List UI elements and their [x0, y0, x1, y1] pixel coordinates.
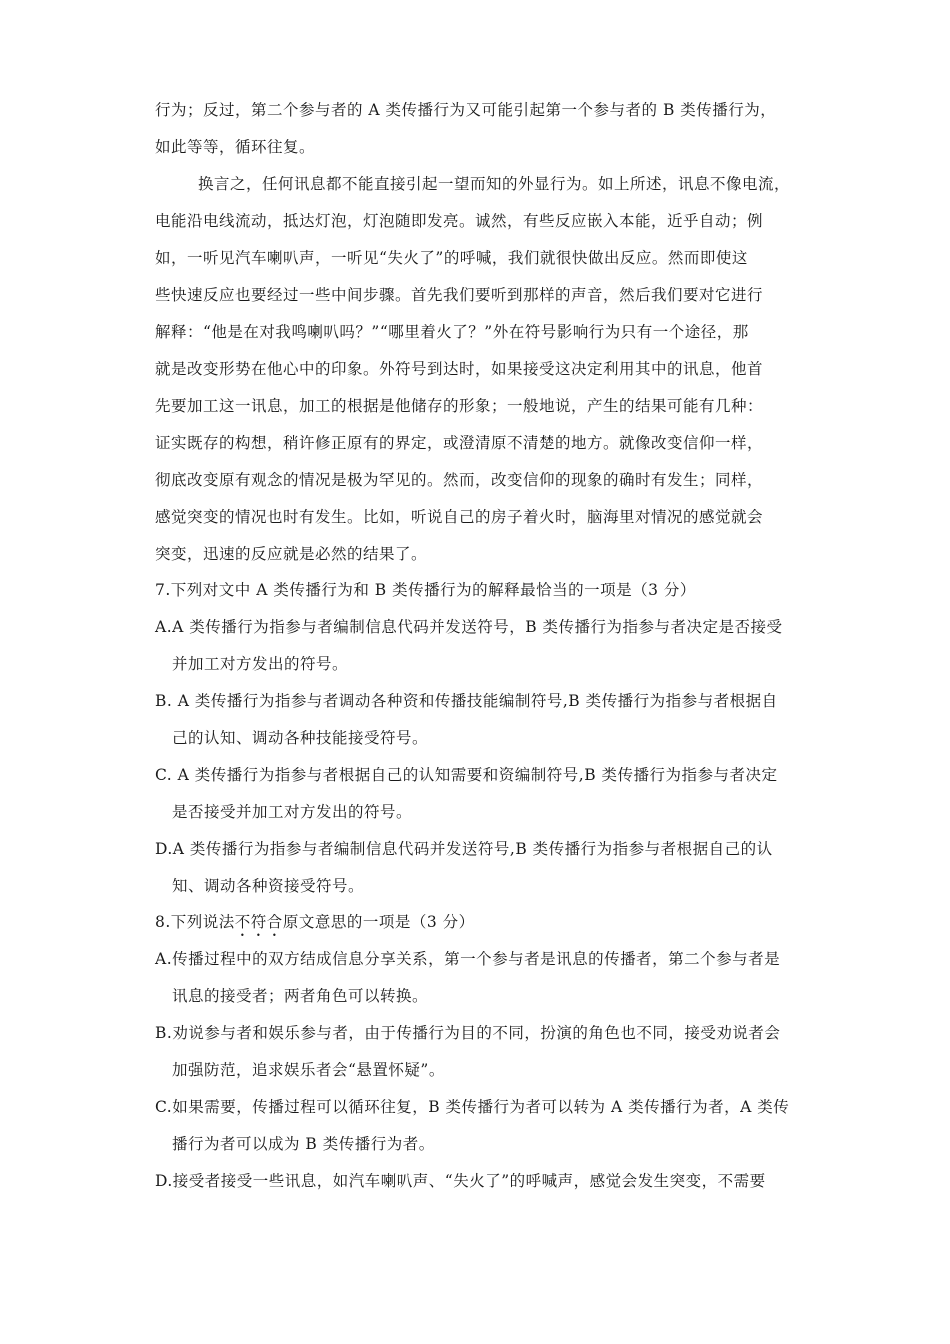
question-8-option-b-cont: 加强防范，追求娱乐者会“悬置怀疑”。 [172, 1061, 445, 1079]
question-7-option-b: B. A 类传播行为指参与者调动各种资和传播技能编制符号,B 类传播行为指参与者根据自 [155, 692, 778, 710]
passage-line: 解释：“他是在对我鸣喇叭吗？”“哪里着火了？”外在符号影响行为只有一个途径，那 [155, 323, 749, 341]
passage-line: 行为；反过，第二个参与者的 A 类传播行为又可能引起第一个参与者的 B 类传播行为， [155, 101, 777, 119]
question-7-option-c-cont: 是否接受并加工对方发出的符号。 [172, 803, 413, 821]
question-7-option-b-cont: 己的认知、调动各种技能接受符号。 [172, 729, 429, 747]
passage-line: 证实既存的构想，稍许修正原有的界定，或澄清原不清楚的地方。就像改变信仰一样， [155, 434, 764, 452]
question-7-option-a-cont: 并加工对方发出的符号。 [172, 655, 349, 673]
question-7-option-c: C. A 类传播行为指参与者根据自己的认知需要和资编制符号,B 类传播行为指参与者决定 [155, 766, 778, 784]
question-7-option-a: A.A 类传播行为指参与者编制信息代码并发送符号，B 类传播行为指参与者决定是否接受 [155, 618, 783, 636]
passage-line: 先要加工这一讯息，加工的根据是他储存的形象；一般地说，产生的结果可能有几种： [155, 397, 764, 415]
passage-line: 感觉突变的情况也时有发生。比如，听说自己的房子着火时，脑海里对情况的感觉就会 [155, 508, 764, 526]
question-8-stem [155, 912, 475, 940]
passage-line: 就是改变形势在他心中的印象。外符号到达时，如果接受这决定利用其中的讯息，他首 [155, 360, 764, 378]
question-8-option-a-cont: 讯息的接受者；两者角色可以转换。 [172, 987, 429, 1005]
question-8-option-c-cont: 播行为者可以成为 B 类传播行为者。 [172, 1135, 435, 1153]
question-8-option-d: D.接受者接受一些讯息，如汽车喇叭声、“失火了”的呼喊声，感觉会发生突变，不需要 [155, 1172, 766, 1190]
passage-paragraph-start: 换言之，任何讯息都不能直接引起一望而知的外显行为。如上所述，讯息不像电流， [198, 175, 791, 193]
question-8-option-c: C.如果需要，传播过程可以循环往复，B 类传播行为者可以转为 A 类传播行为者，A 类传 [155, 1098, 790, 1116]
question-8-stem-post: 原文意思的一项是（3 分） [282, 913, 475, 931]
passage-line: 电能沿电线流动，抵达灯泡，灯泡随即发亮。诚然，有些反应嵌入本能，近乎自动；例 [155, 212, 764, 230]
question-8-stem-pre: 8.下列说法 [155, 913, 235, 931]
passage-line: 如，一听见汽车喇叭声，一听见“失火了”的呼喊，我们就很快做出反应。然而即使这 [155, 249, 748, 267]
passage-line: 突变，迅速的反应就是必然的结果了。 [155, 545, 428, 563]
question-7-option-d: D.A 类传播行为指参与者编制信息代码并发送符号,B 类传播行为指参与者根据自己的认 [155, 840, 773, 858]
question-8-emphasis: 不符合 [234, 913, 283, 931]
question-8-option-a: A.传播过程中的双方结成信息分享关系，第一个参与者是讯息的传播者，第二个参与者是 [155, 950, 781, 968]
passage-line: 彻底改变原有观念的情况是极为罕见的。然而，改变信仰的现象的确时有发生；同样， [155, 471, 764, 489]
question-8-option-b: B.劝说参与者和娱乐参与者，由于传播行为目的不同，扮演的角色也不同，接受劝说者会 [155, 1024, 781, 1042]
question-7-option-d-cont: 知、调动各种资接受符号。 [172, 877, 365, 895]
question-7-stem: 7.下列对文中 A 类传播行为和 B 类传播行为的解释最恰当的一项是（3 分） [155, 581, 696, 599]
passage-line: 如此等等，循环往复。 [155, 138, 316, 156]
passage-line: 些快速反应也要经过一些中间步骤。首先我们要听到那样的声音，然后我们要对它进行 [155, 286, 764, 304]
